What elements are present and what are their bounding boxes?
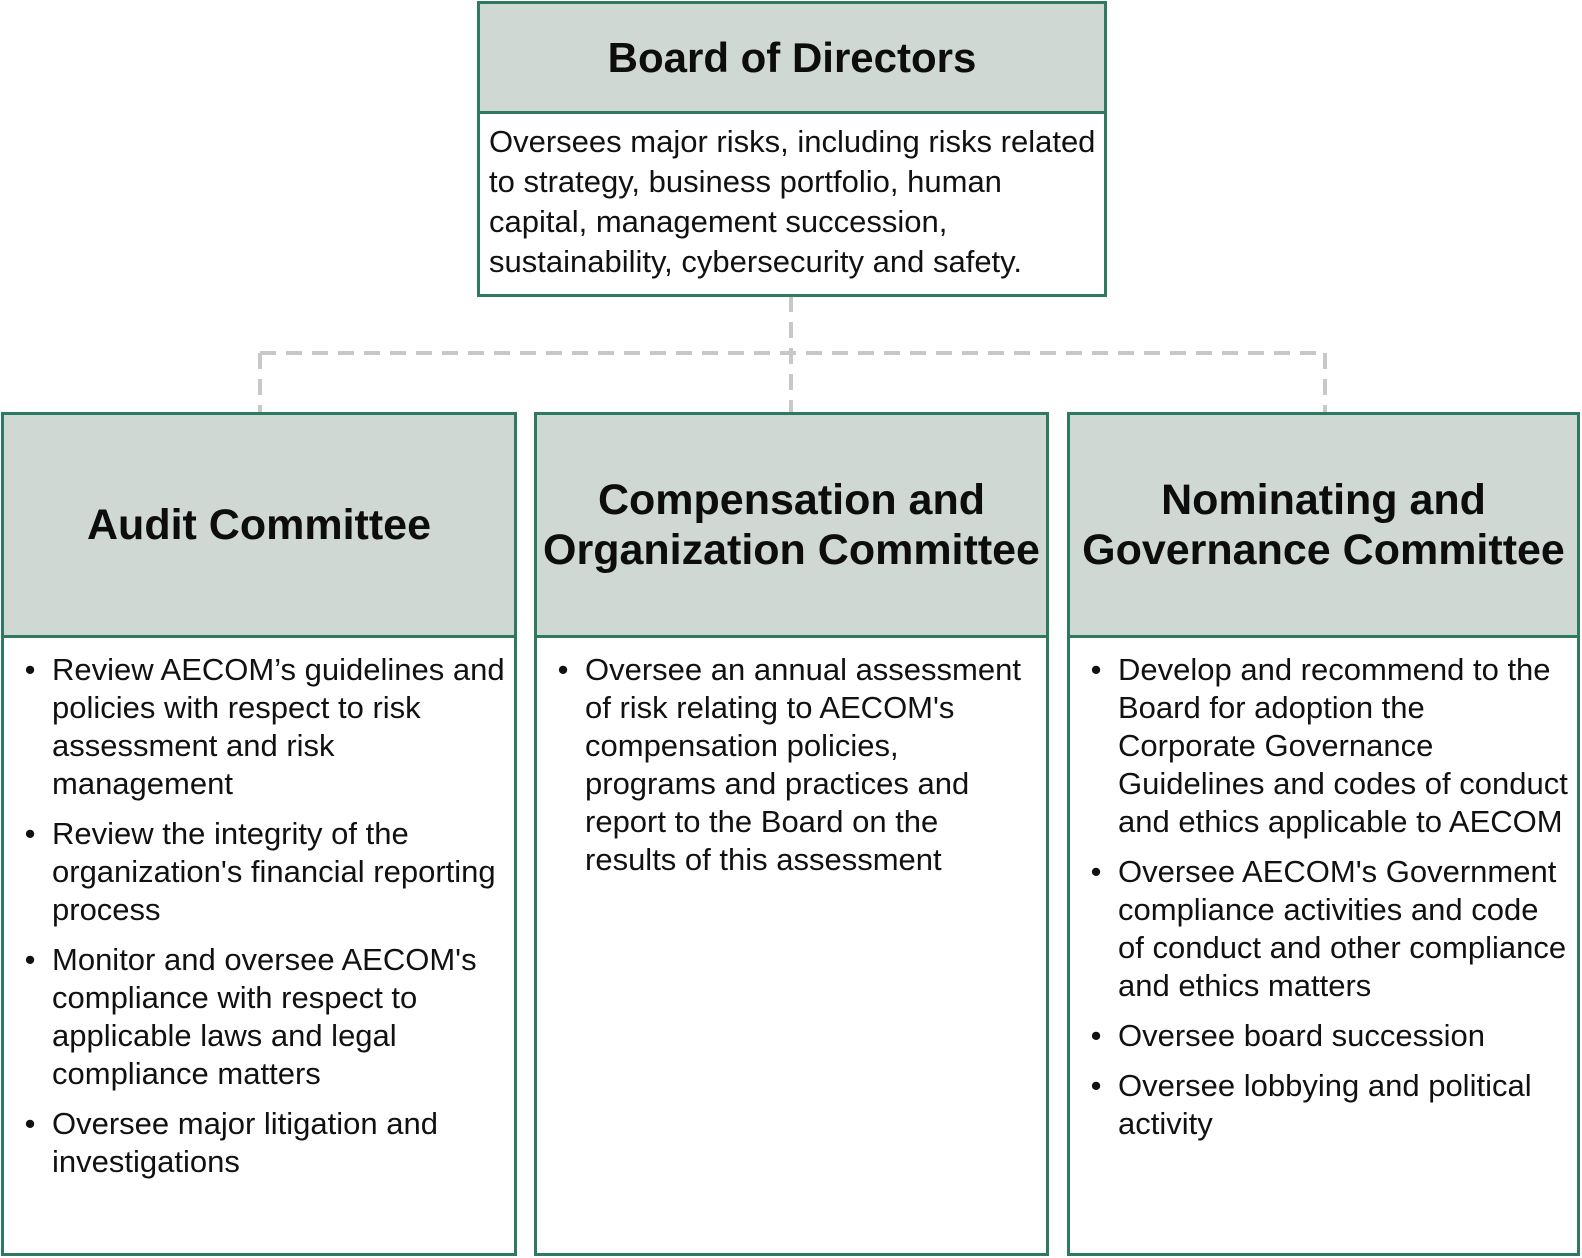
- bullet-icon: •: [24, 1106, 36, 1141]
- list-item-text: Monitor and oversee AECOM's compliance with respect to applicable laws and legal compliance matters: [52, 942, 477, 1091]
- nominating-committee-list: [1086, 651, 1569, 1155]
- list-item: [20, 941, 506, 1093]
- bullet-icon: •: [557, 652, 569, 687]
- list-item-text: Oversee lobbying and political activity: [1118, 1068, 1532, 1141]
- list-item-text: Oversee an annual assessment of risk relating to AECOM's compensation policies, programs and practices and report to the Board on the results of this assessment: [585, 652, 1021, 877]
- list-item-text: Review AECOM’s guidelines and policies with respect to risk assessment and risk management: [52, 652, 505, 801]
- list-item-text: Oversee board succession: [1118, 1018, 1486, 1053]
- audit-committee-title: Audit Committee: [4, 415, 514, 638]
- list-item-text: Review the integrity of the organization's financial reporting process: [52, 816, 496, 927]
- list-item: [20, 1105, 506, 1181]
- compensation-committee-title: Compensation and Organization Committee: [537, 415, 1046, 638]
- board-of-directors-box: [477, 1, 1107, 297]
- compensation-committee-box: [534, 412, 1049, 1256]
- compensation-committee-list: [553, 651, 1038, 891]
- nominating-committee-title: Nominating and Governance Committee: [1070, 415, 1577, 638]
- audit-committee-box: [1, 412, 517, 1256]
- nominating-committee-box: [1067, 412, 1580, 1256]
- list-item: [553, 651, 1038, 879]
- bullet-icon: •: [1090, 652, 1102, 687]
- board-description: Oversees major risks, including risks related to strategy, business portfolio, human capital, management succession, sustainability, cybersecurity and safety.: [489, 124, 1096, 279]
- list-item: [20, 651, 506, 803]
- list-item: [1086, 651, 1569, 841]
- bullet-icon: •: [24, 942, 36, 977]
- bullet-icon: •: [24, 652, 36, 687]
- list-item-text: Develop and recommend to the Board for adoption the Corporate Governance Guidelines and codes of conduct and ethics applicable to AECOM: [1118, 652, 1568, 839]
- audit-committee-list: [20, 651, 506, 1193]
- bullet-icon: •: [24, 816, 36, 851]
- board-title: Board of Directors: [480, 4, 1104, 114]
- bullet-icon: •: [1090, 854, 1102, 889]
- bullet-icon: •: [1090, 1068, 1102, 1103]
- bullet-icon: •: [1090, 1018, 1102, 1053]
- list-item: [20, 815, 506, 929]
- list-item-text: Oversee AECOM's Government compliance activities and code of conduct and other compliance and ethics matters: [1118, 854, 1567, 1003]
- list-item: [1086, 1017, 1569, 1055]
- list-item: [1086, 1067, 1569, 1143]
- list-item-text: Oversee major litigation and investigations: [52, 1106, 438, 1179]
- list-item: [1086, 853, 1569, 1005]
